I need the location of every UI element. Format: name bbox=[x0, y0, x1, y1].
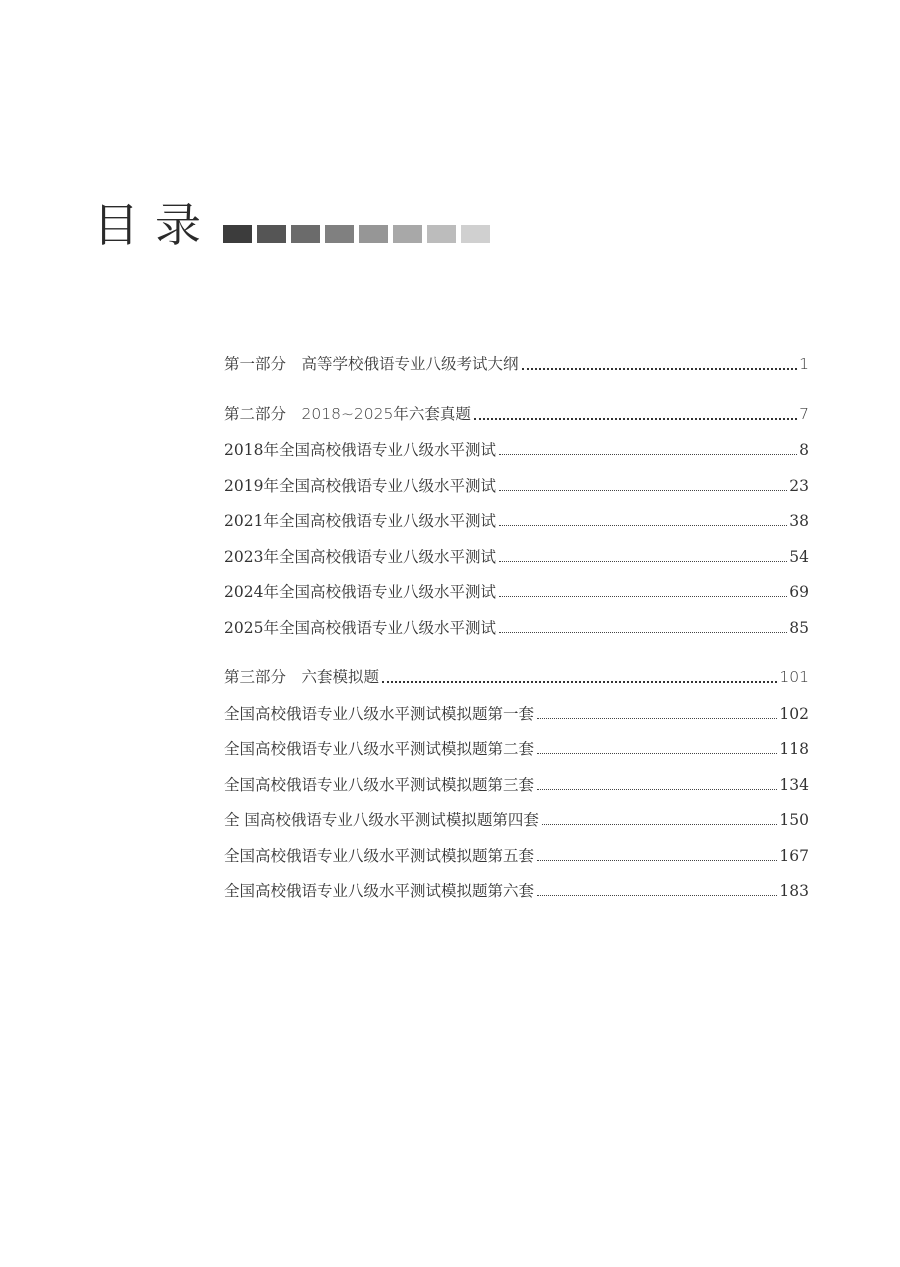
toc-page-number: 134 bbox=[779, 776, 809, 794]
toc-page-number: 8 bbox=[799, 441, 809, 459]
toc-page-number: 69 bbox=[789, 583, 809, 601]
toc-part-3[interactable] bbox=[224, 663, 809, 687]
gradient-square bbox=[393, 225, 422, 243]
toc-label: 全国高校俄语专业八级水平测试模拟题第五套 bbox=[224, 847, 535, 865]
toc-page-number: 118 bbox=[779, 740, 809, 758]
toc-item[interactable] bbox=[224, 614, 809, 638]
toc-page-number: 183 bbox=[779, 882, 809, 900]
gradient-square bbox=[427, 225, 456, 243]
dot-leader bbox=[537, 860, 777, 861]
gradient-square bbox=[291, 225, 320, 243]
toc-label: 全 国高校俄语专业八级水平测试模拟题第四套 bbox=[224, 811, 539, 829]
dot-leader bbox=[537, 753, 777, 754]
dot-leader bbox=[499, 596, 787, 597]
gradient-square bbox=[359, 225, 388, 243]
dot-leader bbox=[542, 824, 777, 825]
toc-label: 2023年全国高校俄语专业八级水平测试 bbox=[224, 548, 496, 566]
toc-label: 全国高校俄语专业八级水平测试模拟题第三套 bbox=[224, 776, 535, 794]
gradient-square bbox=[257, 225, 286, 243]
toc-item[interactable] bbox=[224, 735, 809, 759]
toc-page-number: 101 bbox=[779, 668, 809, 686]
toc-page-number: 85 bbox=[789, 619, 809, 637]
dot-leader bbox=[499, 525, 787, 526]
toc-item[interactable] bbox=[224, 771, 809, 795]
toc-label: 2018年全国高校俄语专业八级水平测试 bbox=[224, 441, 496, 459]
toc-label: 第三部分 六套模拟题 bbox=[224, 668, 380, 686]
toc-label: 第一部分 高等学校俄语专业八级考试大纲 bbox=[224, 355, 519, 373]
toc-item[interactable] bbox=[224, 578, 809, 602]
toc-item[interactable] bbox=[224, 507, 809, 531]
toc-part-1[interactable] bbox=[224, 350, 809, 374]
toc-page-number: 1 bbox=[799, 355, 809, 373]
toc-page-number: 23 bbox=[789, 477, 809, 495]
toc-label: 2024年全国高校俄语专业八级水平测试 bbox=[224, 583, 496, 601]
dot-leader bbox=[499, 454, 797, 455]
toc-label: 全国高校俄语专业八级水平测试模拟题第二套 bbox=[224, 740, 535, 758]
dot-leader bbox=[537, 789, 777, 790]
gradient-square bbox=[325, 225, 354, 243]
gradient-squares bbox=[223, 225, 490, 243]
toc-page-number: 102 bbox=[779, 705, 809, 723]
dot-leader bbox=[537, 718, 777, 719]
toc-item[interactable] bbox=[224, 806, 809, 830]
toc-item[interactable] bbox=[224, 700, 809, 724]
toc-item[interactable] bbox=[224, 842, 809, 866]
dot-leader bbox=[499, 632, 787, 633]
toc-page-number: 38 bbox=[789, 512, 809, 530]
toc-item[interactable] bbox=[224, 472, 809, 496]
toc-page-number: 167 bbox=[779, 847, 809, 865]
dot-leader bbox=[499, 561, 787, 562]
toc-page-number: 54 bbox=[789, 548, 809, 566]
toc-label: 第二部分 2018~2025年六套真题 bbox=[224, 405, 471, 423]
toc-label: 2019年全国高校俄语专业八级水平测试 bbox=[224, 477, 496, 495]
page-title: 目录 bbox=[93, 198, 217, 252]
dot-leader bbox=[382, 681, 777, 683]
gradient-square bbox=[461, 225, 490, 243]
dot-leader bbox=[522, 368, 798, 370]
toc-label: 全国高校俄语专业八级水平测试模拟题第六套 bbox=[224, 882, 535, 900]
toc-page-number: 7 bbox=[799, 405, 809, 423]
toc-item[interactable] bbox=[224, 543, 809, 567]
toc-item[interactable] bbox=[224, 877, 809, 901]
dot-leader bbox=[537, 895, 777, 896]
toc-page-number: 150 bbox=[779, 811, 809, 829]
dot-leader bbox=[474, 418, 797, 420]
toc-label: 2025年全国高校俄语专业八级水平测试 bbox=[224, 619, 496, 637]
gradient-square bbox=[223, 225, 252, 243]
toc-label: 全国高校俄语专业八级水平测试模拟题第一套 bbox=[224, 705, 535, 723]
dot-leader bbox=[499, 490, 787, 491]
toc-part-2[interactable] bbox=[224, 400, 809, 424]
toc-heading bbox=[93, 199, 490, 251]
toc-item[interactable] bbox=[224, 436, 809, 460]
toc-label: 2021年全国高校俄语专业八级水平测试 bbox=[224, 512, 496, 530]
